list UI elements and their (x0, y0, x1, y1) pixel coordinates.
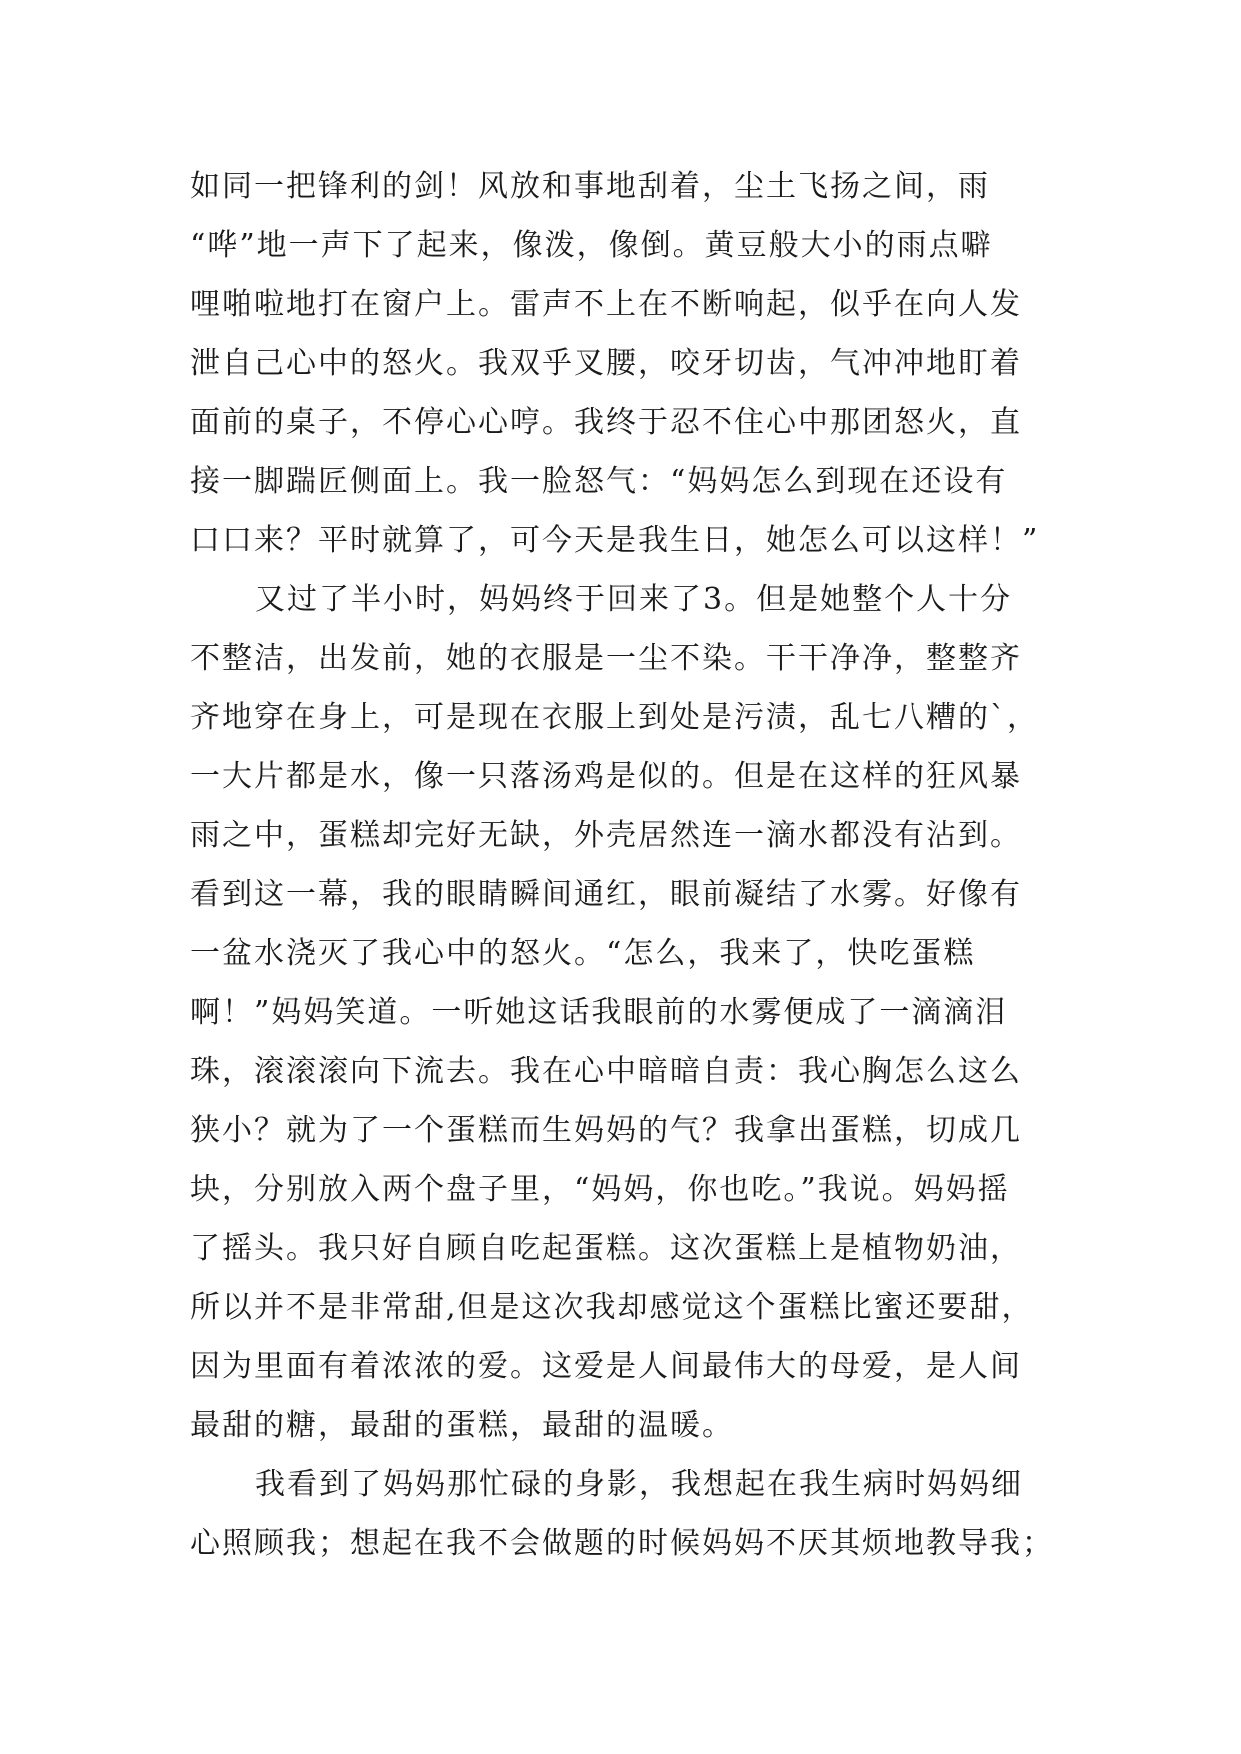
text-line: 一盆水浇灭了我心中的怒火。“怎么，我来了，快吃蛋糕 (190, 936, 976, 971)
text-line: 看到这一幕，我的眼睛瞬间通红，眼前凝结了水雾。好像有 (190, 877, 1022, 912)
paragraph-start-line: 我看到了妈妈那忙碌的身影，我想起在我生病时妈妈细 (255, 1467, 1023, 1502)
text-line: 一大片都是水，像一只落汤鸡是似的。但是在这样的狂风暴 (190, 759, 1022, 794)
text-line: 最甜的糖，最甜的蛋糕，最甜的温暖。 (190, 1408, 734, 1443)
text-line: 齐地穿在身上，可是现在衣服上到处是污渍，乱七八糟的`， (190, 700, 1039, 735)
body-text (190, 157, 1054, 1573)
text-line: 了摇头。我只好自顾自吃起蛋糕。这次蛋糕上是植物奶油， (190, 1231, 1022, 1266)
text-line: 泄自己心中的怒火。我双乎叉腰，咬牙切齿，气冲冲地盯着 (190, 346, 1022, 381)
text-line: 面前的桌子，不停心心哼。我终于忍不住心中那团怒火，直 (190, 405, 1022, 440)
text-line: 不整洁，出发前，她的衣服是一尘不染。干干净净，整整齐 (190, 641, 1022, 676)
paragraph-start-line: 又过了半小时，妈妈终于回来了3。但是她整个人十分 (255, 582, 1013, 617)
text-line: 哩啪啦地打在窗户上。雷声不上在不断响起，似乎在向人发 (190, 287, 1022, 322)
text-line: 口口来？平时就算了，可今天是我生日，她怎么可以这样！” (190, 523, 1040, 558)
text-line: 狭小？就为了一个蛋糕而生妈妈的气？我拿出蛋糕，切成几 (190, 1113, 1022, 1148)
text-line: 雨之中，蛋糕却完好无缺，外壳居然连一滴水都没有沾到。 (190, 818, 1022, 853)
text-line: “哗”地一声下了起来，像泼，像倒。黄豆般大小的雨点噼 (190, 228, 993, 263)
text-line: 啊！”妈妈笑道。一听她这话我眼前的水雾便成了一滴滴泪 (190, 995, 1008, 1030)
text-line: 接一脚踹匠侧面上。我一脸怒气：“妈妈怎么到现在还设有 (190, 464, 1008, 499)
text-line: 心照顾我；想起在我不会做题的时候妈妈不厌其烦地教导我； (190, 1526, 1054, 1561)
text-line: 因为里面有着浓浓的爱。这爱是人间最伟大的母爱，是人间 (190, 1349, 1022, 1384)
text-line: 如同一把锋利的剑！风放和事地刮着，尘土飞扬之间，雨 (190, 169, 990, 204)
text-line: 所以并不是非常甜,但是这次我却感觉这个蛋糕比蜜还要甜， (190, 1290, 1034, 1325)
text-line: 块，分别放入两个盘子里，“妈妈，你也吃。”我说。妈妈摇 (190, 1172, 1010, 1207)
text-line: 珠，滚滚滚向下流去。我在心中暗暗自责：我心胸怎么这么 (190, 1054, 1022, 1089)
